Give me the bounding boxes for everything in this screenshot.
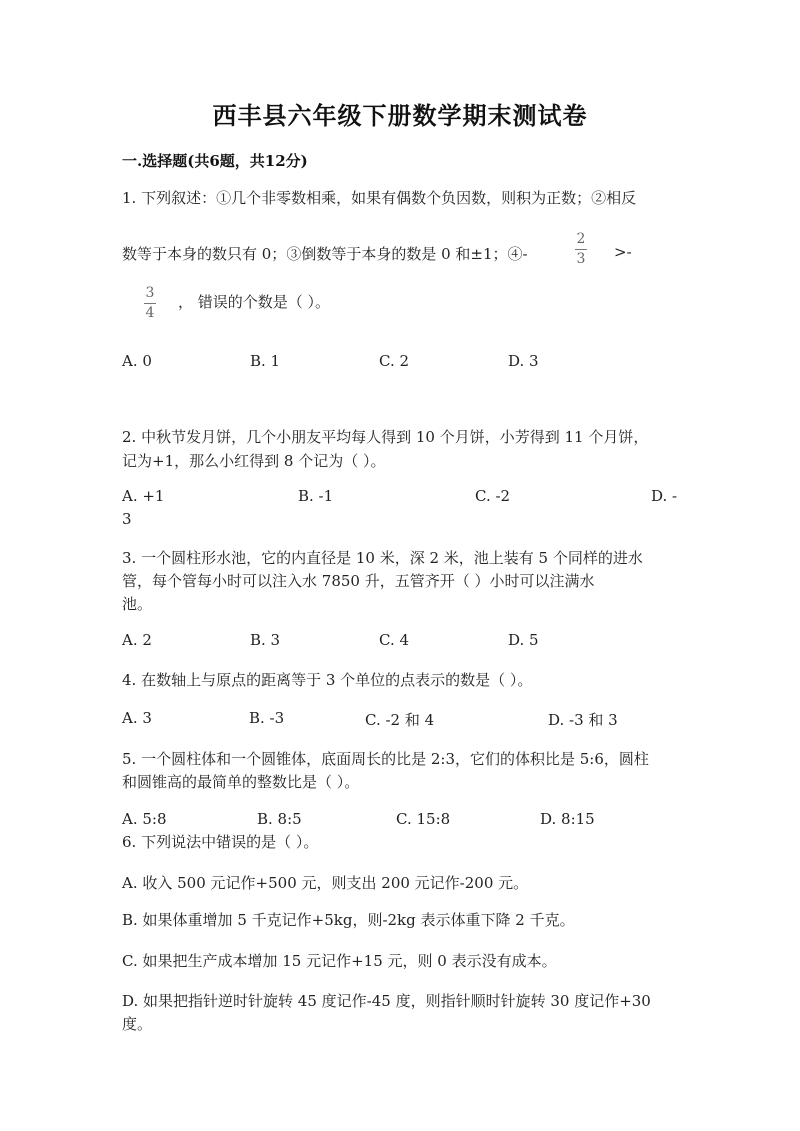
q1-line-3: ， 错误的个数是（ ）。 bbox=[178, 293, 331, 311]
fraction-two-thirds bbox=[575, 232, 587, 267]
section-heading: 一.选择题(共6题，共12分) bbox=[122, 152, 308, 170]
q2-option-d-wrap: 3 bbox=[122, 510, 132, 528]
fraction-denominator: 4 bbox=[145, 305, 155, 321]
q4-line-1: 4. 在数轴上与原点的距离等于 3 个单位的点表示的数是（ ）。 bbox=[122, 671, 533, 689]
q3-option-a[interactable]: A. 2 bbox=[122, 631, 152, 649]
q2-option-b[interactable]: B. -1 bbox=[298, 487, 334, 505]
q3-option-d[interactable]: D. 5 bbox=[508, 631, 539, 649]
q6-option-a[interactable]: A. 收入 500 元记作+500 元，则支出 200 元记作-200 元。 bbox=[122, 874, 529, 892]
q2-line-1: 2. 中秋节发月饼，几个小朋友平均每人得到 10 个月饼，小芳得到 11 个月饼， bbox=[122, 428, 649, 446]
q6-option-d[interactable]: D. 如果把指针逆时针旋转 45 度记作-45 度，则指针顺时针旋转 30 度记作+30 bbox=[122, 992, 651, 1010]
q3-option-c[interactable]: C. 4 bbox=[379, 631, 410, 649]
q5-option-c[interactable]: C. 15:8 bbox=[396, 810, 451, 828]
q4-option-d[interactable]: D. -3 和 3 bbox=[548, 711, 618, 729]
q4-option-a[interactable]: A. 3 bbox=[122, 709, 152, 727]
q3-line-3: 池。 bbox=[122, 595, 153, 613]
q6-option-b[interactable]: B. 如果体重增加 5 千克记作+5kg，则-2kg 表示体重下降 2 千克。 bbox=[122, 911, 575, 929]
q5-option-a[interactable]: A. 5:8 bbox=[122, 810, 167, 828]
q2-option-a[interactable]: A. +1 bbox=[122, 487, 165, 505]
fraction-numerator: 2 bbox=[576, 231, 586, 247]
q1-option-b[interactable]: B. 1 bbox=[250, 352, 281, 370]
q1-line-1: 1. 下列叙述：①几个非零数相乘，如果有偶数个负因数，则积为正数；②相反 bbox=[122, 189, 637, 207]
q4-option-b[interactable]: B. -3 bbox=[249, 709, 285, 727]
q4-option-c[interactable]: C. -2 和 4 bbox=[365, 711, 435, 729]
q6-option-d-wrap: 度。 bbox=[122, 1015, 153, 1033]
q3-option-b[interactable]: B. 3 bbox=[250, 631, 281, 649]
q5-option-b[interactable]: B. 8:5 bbox=[257, 810, 302, 828]
q5-line-2: 和圆锥高的最简单的整数比是（ ）。 bbox=[122, 773, 360, 791]
q5-option-d[interactable]: D. 8:15 bbox=[540, 810, 595, 828]
q3-line-2: 管，每个管每小时可以注入水 7850 升，五管齐开（ ）小时可以注满水 bbox=[122, 572, 595, 590]
q2-line-2: 记为+1，那么小红得到 8 个记为（ ）。 bbox=[122, 452, 386, 470]
q3-line-1: 3. 一个圆柱形水池，它的内直径是 10 米，深 2 米，池上装有 5 个同样的进水 bbox=[122, 549, 643, 567]
q2-option-c[interactable]: C. -2 bbox=[475, 487, 511, 505]
fraction-bar bbox=[144, 303, 156, 304]
q1-option-c[interactable]: C. 2 bbox=[379, 352, 410, 370]
q5-line-1: 5. 一个圆柱体和一个圆锥体，底面周长的比是 2:3，它们的体积比是 5:6，圆柱 bbox=[122, 750, 649, 768]
fraction-bar bbox=[575, 249, 587, 250]
page-title: 西丰县六年级下册数学期末测试卷 bbox=[212, 101, 588, 130]
q2-option-d[interactable]: D. - bbox=[651, 487, 678, 505]
q6-option-c[interactable]: C. 如果把生产成本增加 15 元记作+15 元，则 0 表示没有成本。 bbox=[122, 952, 557, 970]
fraction-numerator: 3 bbox=[145, 285, 155, 301]
q1-greater-than: >- bbox=[614, 243, 632, 261]
q1-line-2: 数等于本身的数只有 0；③倒数等于本身的数是 0 和±1；④- bbox=[122, 245, 528, 263]
fraction-denominator: 3 bbox=[576, 251, 586, 267]
q6-line-1: 6. 下列说法中错误的是（ ）。 bbox=[122, 833, 319, 851]
q1-option-a[interactable]: A. 0 bbox=[122, 352, 152, 370]
fraction-three-quarters bbox=[144, 286, 156, 321]
q1-option-d[interactable]: D. 3 bbox=[508, 352, 539, 370]
